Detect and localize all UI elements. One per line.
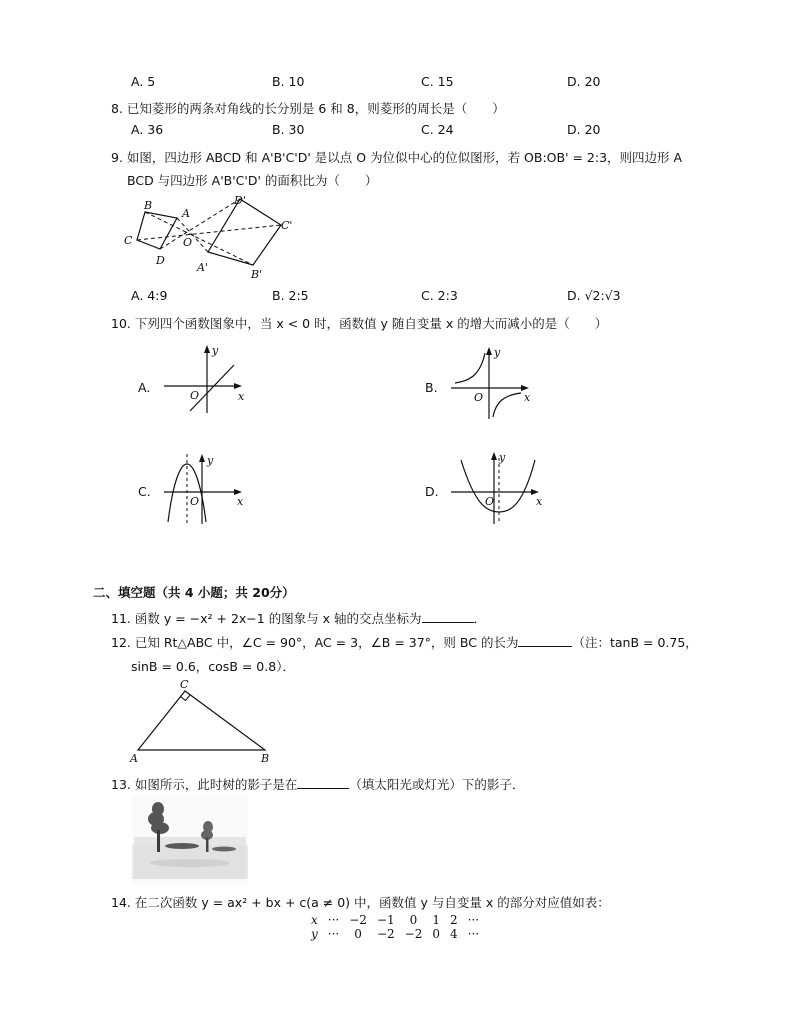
q7-option-a: A. 5 xyxy=(131,74,156,89)
q11 xyxy=(111,609,486,627)
svg-text:x: x xyxy=(524,391,531,404)
label-o: O xyxy=(183,236,193,249)
q8-option-c: C. 24 xyxy=(421,122,454,137)
table-cell: −2 xyxy=(349,913,367,927)
table-cell: x xyxy=(311,913,318,927)
table-cell: −2 xyxy=(404,927,423,941)
q12-note: （注：tanB = 0.75， xyxy=(572,635,698,650)
q9-stem-line2: BCD 与四边形 A'B'C'D' 的面积比为（ ） xyxy=(127,173,378,188)
q10-option-c-label: C. xyxy=(138,484,151,499)
q7-option-c: C. 15 xyxy=(421,74,454,89)
svg-text:x: x xyxy=(238,390,245,403)
quad-a2b2c2d2 xyxy=(208,199,281,265)
label-c: C xyxy=(124,234,133,247)
svg-text:O: O xyxy=(190,389,200,402)
table-cell: ··· xyxy=(327,927,340,941)
label-d-prime: D' xyxy=(234,194,246,207)
q9-option-c: C. 2:3 xyxy=(421,288,458,303)
q9-option-a: A. 4:9 xyxy=(131,288,168,303)
label-d: D xyxy=(156,254,165,267)
svg-text:O: O xyxy=(474,391,484,404)
q8-option-a: A. 36 xyxy=(131,122,164,137)
q12-right-triangle-figure xyxy=(128,677,278,765)
q10-graph-c xyxy=(160,450,260,528)
table-cell: y xyxy=(311,927,318,941)
q10-option-a-label: A. xyxy=(138,380,151,395)
table-cell: 1 xyxy=(432,913,440,927)
q13-tree-shadow-photo xyxy=(132,797,248,883)
q7-option-b: B. 10 xyxy=(272,74,305,89)
q14-stem: 14. 在二次函数 y = ax² + bx + c(a ≠ 0) 中，函数值 y 与自变量 x 的部分对应值如表： xyxy=(111,895,610,910)
label-b: B xyxy=(144,199,153,212)
q13 xyxy=(111,775,524,793)
svg-text:y: y xyxy=(499,451,506,464)
section-title-fill-in: 二、填空题（共 4 小题；共 20分） xyxy=(93,585,295,600)
label-b: B xyxy=(261,752,270,765)
table-cell: ··· xyxy=(467,927,480,941)
svg-text:y: y xyxy=(207,454,214,467)
q10-graph-b xyxy=(447,343,537,423)
q10-stem: 10. 下列四个函数图象中，当 x < 0 时，函数值 y 随自变量 x 的增大而减小的是（ ） xyxy=(111,316,608,331)
svg-text:x: x xyxy=(536,495,543,508)
label-c: C xyxy=(180,678,189,691)
table-row-y xyxy=(306,927,484,941)
label-a: A xyxy=(130,752,138,765)
q12-answer-blank[interactable] xyxy=(518,634,572,647)
label-a-prime: A' xyxy=(197,261,208,274)
q14-value-table xyxy=(306,913,484,941)
q13-stem: 13. 如图所示，此时树的影子是在 xyxy=(111,777,298,792)
table-row-x xyxy=(306,913,484,927)
table-cell: ··· xyxy=(327,913,340,927)
svg-text:O: O xyxy=(190,495,200,508)
q10-graph-a xyxy=(160,343,260,418)
label-c-prime: C' xyxy=(281,219,293,232)
q7-option-d: D. 20 xyxy=(567,74,601,89)
q10-graph-d xyxy=(447,450,547,528)
svg-text:y: y xyxy=(212,344,219,357)
svg-text:y: y xyxy=(494,346,501,359)
q13-end: （填太阳光或灯光）下的影子． xyxy=(349,777,525,792)
q10-option-b-label: B. xyxy=(425,380,438,395)
table-cell: 4 xyxy=(449,927,458,941)
q10-option-d-label: D. xyxy=(425,484,439,499)
label-b-prime: B' xyxy=(251,268,263,281)
svg-text:O: O xyxy=(485,495,495,508)
q9-homothety-figure xyxy=(120,192,300,282)
quad-abcd xyxy=(137,212,177,249)
q8-option-b: B. 30 xyxy=(272,122,305,137)
q8-option-d: D. 20 xyxy=(567,122,601,137)
q11-answer-blank[interactable] xyxy=(422,610,474,623)
q12-line1 xyxy=(111,633,698,651)
q9-option-b: B. 2:5 xyxy=(272,288,309,303)
q12-line2: sinB = 0.6，cosB = 0.8）． xyxy=(131,659,295,674)
q11-end: ． xyxy=(473,611,487,626)
q13-answer-blank[interactable] xyxy=(297,776,349,789)
q9-stem-line1: 9. 如图，四边形 ABCD 和 A'B'C'D' 是以点 O 为位似中心的位似图形，若 OB:OB' = 2:3，则四边形 A xyxy=(111,150,683,165)
table-cell: ··· xyxy=(467,913,480,927)
q11-stem: 11. 函数 y = −x² + 2x−1 的图象与 x 轴的交点坐标为 xyxy=(111,611,422,626)
svg-text:x: x xyxy=(237,495,244,508)
table-cell: −2 xyxy=(376,927,395,941)
table-cell: 0 xyxy=(409,913,418,927)
table-cell: −1 xyxy=(376,913,395,927)
table-cell: 0 xyxy=(354,927,362,941)
table-cell: 2 xyxy=(449,913,458,927)
q8-stem: 8. 已知菱形的两条对角线的长分别是 6 和 8，则菱形的周长是（ ） xyxy=(111,101,505,116)
table-cell: 0 xyxy=(432,927,440,941)
label-a: A xyxy=(182,207,190,220)
q12-stem: 12. 已知 Rt△ABC 中，∠C = 90°，AC = 3，∠B = 37°，则 BC 的长为 xyxy=(111,635,519,650)
q9-option-d: D. √2:√3 xyxy=(567,288,621,303)
